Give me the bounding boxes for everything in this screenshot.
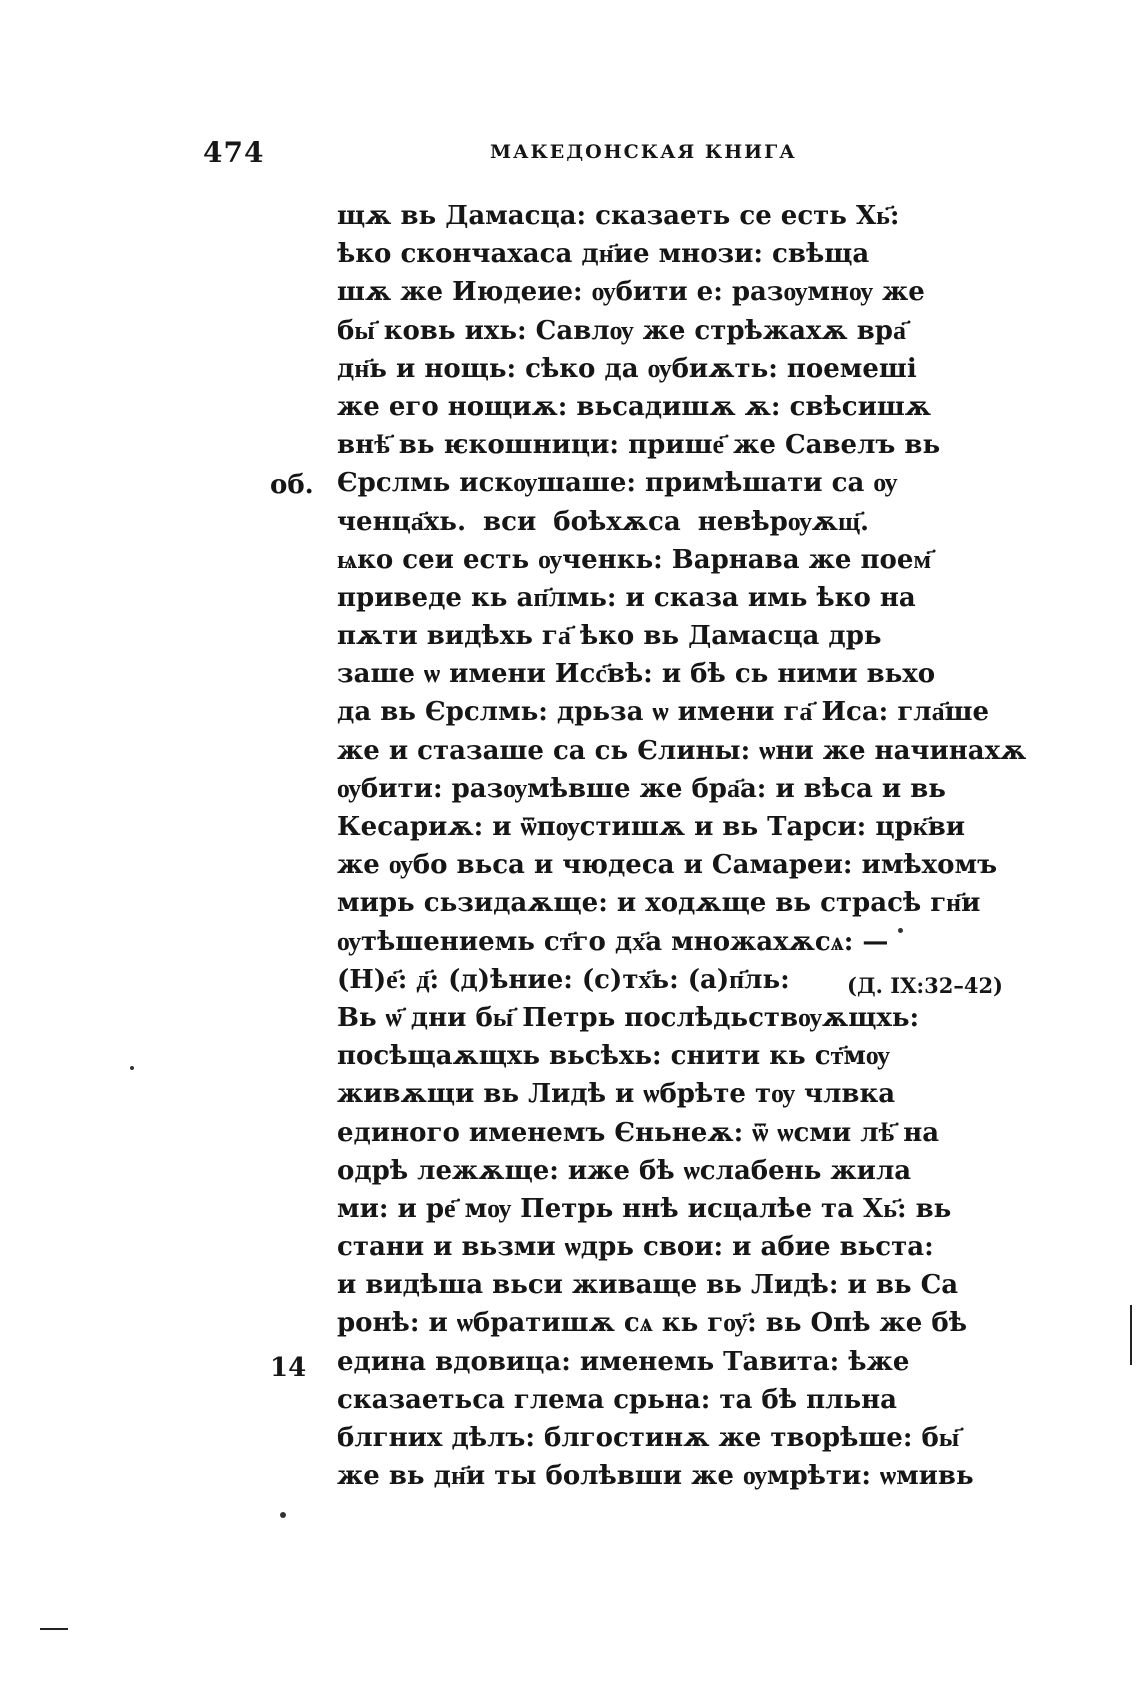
text-line: щѫ вь Дамасца: сказаеть се есть Хь҃: [337, 201, 900, 231]
text-line: ѹбити: разѹмѣвше же бра҃а: и вѣса и вь [337, 773, 946, 804]
text-line: ронѣ: и ѡбратишѫ сѧ кь гѹ҃: вь Опѣ же бѣ [337, 1308, 968, 1339]
text-line: да вь Єрслмь: дрьза ѡ имени га҃ Иса: гла҃ше [337, 697, 990, 728]
text-line: Кесариѫ: и ѿпѹстишѫ и вь Тарси: црк҃ви [337, 812, 966, 842]
text-line: внѣ҃ вь ѥкошници: прише҃ же Савелъ вь [337, 430, 941, 461]
text-line: живѫщи вь Лидѣ и ѡбрѣте тѹ члвка [337, 1079, 896, 1110]
margin-note-14: 14 [270, 1353, 307, 1383]
scan-edge-mark [1130, 1305, 1132, 1365]
scan-speck [130, 1066, 134, 1070]
text-line: единого именемъ Єньнеѫ: ѿ ѡсми лѣ҃ на [337, 1117, 940, 1148]
text-line: же его нощиѫ: вьсадишѫ ѫ: свѣсишѫ [337, 391, 932, 422]
text-line: ѣко скончахаса дн҃ие мнози: свѣща [337, 239, 870, 270]
text-line: блгних дѣлъ: блгостинѫ же творѣше: бы҃ [337, 1423, 960, 1453]
text-line: бы҃ ковь ихь: Савлѹ же стрѣжахѫ вра҃ [337, 315, 906, 346]
text-line: же и стазаше са сь Єлины: ѡни же начинахѫ [337, 735, 1027, 766]
text-line: ѩко сеи есть ѹченкь: Варнава же поем҃ [337, 544, 932, 575]
text-line: и видѣша вьси живаще вь Лидѣ: и вь Са [337, 1270, 959, 1301]
text-line: Вь ѡ҃ дни бы҃ Петрь послѣдьствѹѫщхь: [337, 1002, 920, 1033]
text-line: одрѣ лежѫще: иже бѣ ѡслабень жила [337, 1155, 912, 1186]
scan-speck [898, 928, 903, 933]
text-line: же вь дн҃и ты болѣвши же ѹмрѣти: ѡмивь [337, 1461, 974, 1492]
text-line: ченца҃хь. вси боѣхѫса невѣрѹѫщ҃. [337, 506, 869, 537]
text-line: посѣщаѫщхь вьсѣхь: снити кь ст҃мѹ [337, 1041, 890, 1072]
text-line: дн҃ь и нощь: сѣко да ѹбиѫть: поемеші [337, 353, 917, 384]
text-line: Єрслмь искѹшаше: примѣшати са ѹ [337, 468, 898, 499]
running-title: МАКЕДОНСКАЯ КНИГА [490, 141, 797, 163]
margin-note-reference: (Д. IX:32–42) [847, 973, 1003, 998]
page-number: 474 [203, 136, 265, 169]
text-line: заше ѡ имени Исс҃вѣ: и бѣ сь ними вьхо [337, 659, 936, 690]
text-line: ѹтѣшениемь ст҃го дх҃а множахѫсѧ: — [337, 926, 889, 957]
scan-edge-mark [40, 1628, 68, 1630]
scan-speck [280, 1512, 286, 1518]
text-line: пѫти видѣхь га҃ ѣко вь Дамасца дрь [337, 621, 882, 652]
section-heading-line: (Н)е҃: д҃: (д)ѣние: (с)тх҃ь: (а)п҃ль: [337, 964, 790, 995]
text-line: едина вдовица: именемь Тавита: ѣже [337, 1346, 910, 1377]
text-line: же ѹбо вьса и чюдеса и Самареи: имѣхомъ [337, 850, 998, 881]
text-line: мирь сьзидаѫще: и ходѫще вь страсѣ гн҃и [337, 888, 981, 919]
text-line: стани и вьзми ѡдрь свои: и абие вьста: [337, 1232, 934, 1263]
text-line: сказаетьса глема срьна: та бѣ пльна [337, 1384, 897, 1415]
text-line: приведе кь ап҃лмь: и сказа имь ѣко на [337, 582, 916, 613]
text-line: шѫ же Июдеие: ѹбити е: разѹмнѹ же [337, 277, 925, 308]
text-line: ми: и ре҃ мѹ Петрь ннѣ исцалѣе та Хь҃: вь [337, 1193, 952, 1224]
margin-note-ob: об. [270, 470, 314, 500]
